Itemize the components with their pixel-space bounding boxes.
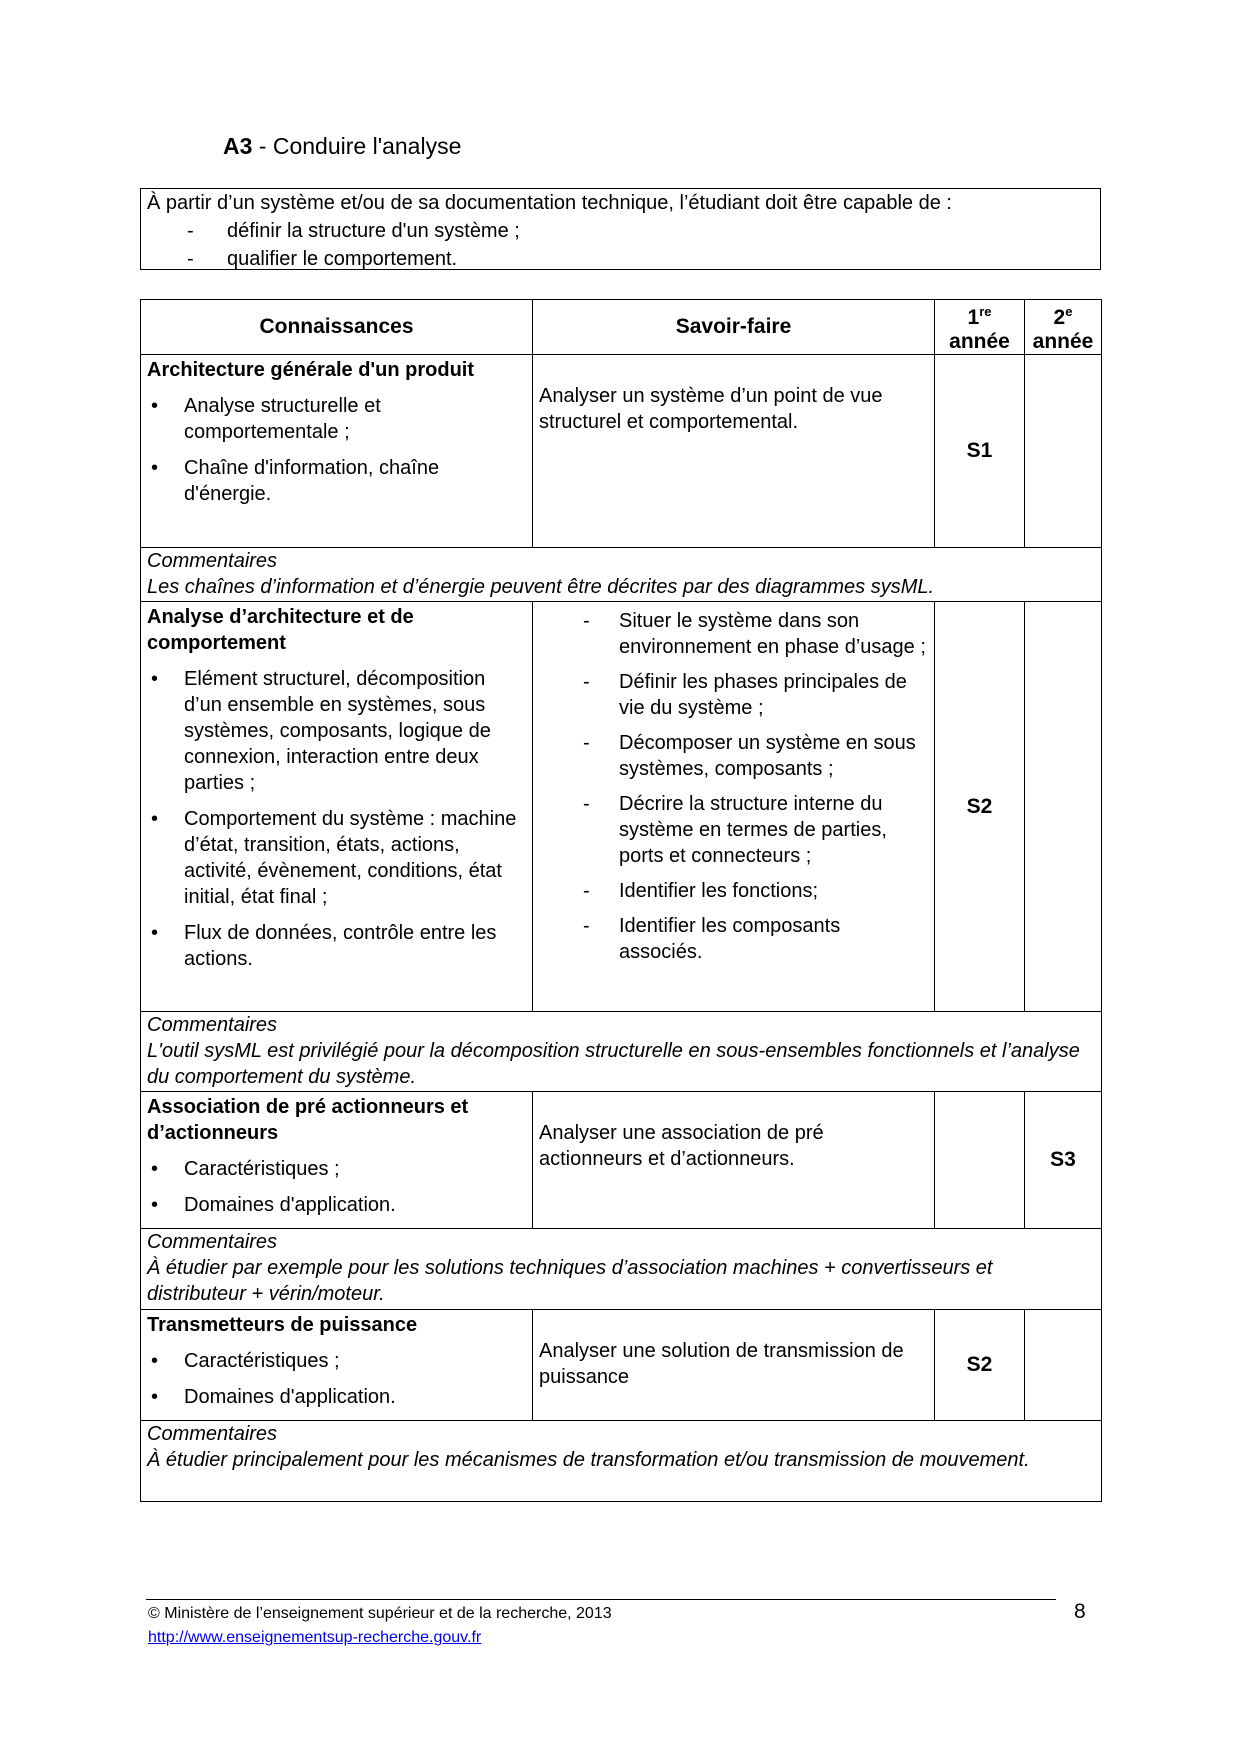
- knowledge-item: • Chaîne d'information, chaîne d'énergie.: [147, 455, 526, 507]
- year2-sup: e: [1065, 304, 1073, 319]
- year1-level: S2: [935, 1310, 1025, 1421]
- intro-lead: À partir d’un système et/ou de sa documentation technique, l’étudiant doit être capable de :: [147, 192, 952, 214]
- comment-label: Commentaires: [147, 1423, 278, 1445]
- footer-link[interactable]: http://www.enseignementsup-recherche.gouv.fr: [148, 1629, 482, 1646]
- comment-row: [141, 1229, 1102, 1310]
- comment-text: À étudier par exemple pour les solutions techniques d’association machines + convertisseurs et distributeur + vérin/moteur.: [147, 1257, 993, 1305]
- knowledge-item: • Flux de données, contrôle entre les actions.: [147, 920, 526, 972]
- footer: [148, 1602, 612, 1650]
- knowledge-item: • Caractéristiques ;: [147, 1156, 526, 1182]
- knowledge-item: • Comportement du système : machine d’état, transition, états, actions, activité, évènement, conditions, état initial, état final ;: [147, 806, 526, 910]
- comment-cell: [141, 1421, 1102, 1502]
- knowledge-cell: [141, 355, 533, 548]
- year1-level: S1: [935, 355, 1025, 548]
- year2-level: [1025, 1310, 1102, 1421]
- year2-level: [1025, 355, 1102, 548]
- knowledge-list: [147, 1348, 526, 1410]
- header-year2: [1025, 300, 1102, 355]
- year2-level: S3: [1025, 1092, 1102, 1229]
- knowledge-cell: [141, 1092, 533, 1229]
- footer-divider: [146, 1599, 1056, 1600]
- year1-level: [935, 1092, 1025, 1229]
- skill-item: - Décomposer un système en sous systèmes, composants ;: [539, 730, 928, 782]
- skill-cell: Analyser un système d’un point de vue structurel et comportemental.: [533, 355, 935, 548]
- skill-cell: [533, 602, 935, 1012]
- section-title: [223, 133, 461, 160]
- section-name: Conduire l'analyse: [272, 133, 462, 159]
- page-number: 8: [1074, 1600, 1086, 1623]
- skill-item: - Situer le système dans son environnement en phase d’usage ;: [539, 608, 928, 660]
- comment-row: [141, 1421, 1102, 1502]
- knowledge-list: [147, 666, 526, 972]
- comment-text: L'outil sysML est privilégié pour la décomposition structurelle en sous-ensembles fonctionnels et l’analyse du comportement du système.: [147, 1040, 1080, 1088]
- skill-item: - Identifier les composants associés.: [539, 913, 928, 965]
- section-code: A3: [223, 133, 253, 159]
- year1-sup: re: [979, 304, 992, 319]
- intro-list: [147, 217, 1094, 273]
- year1-num: 1: [967, 306, 980, 329]
- year1-label: année: [949, 330, 1010, 353]
- comment-cell: [141, 548, 1102, 602]
- knowledge-list: [147, 1156, 526, 1218]
- header-row: [141, 300, 1102, 355]
- skill-item: - Décrire la structure interne du système en termes de parties, ports et connecteurs ;: [539, 791, 928, 869]
- knowledge-title: Analyse d’architecture et de comportement: [147, 606, 414, 654]
- section-separator: -: [252, 133, 273, 159]
- comment-text: Les chaînes d’information et d’énergie peuvent être décrites par des diagrammes sysML.: [147, 576, 935, 598]
- intro-item: - définir la structure d'un système ;: [147, 217, 1094, 245]
- skill-list: [539, 608, 928, 965]
- skill-cell: Analyser une solution de transmission de puissance: [533, 1310, 935, 1421]
- header-year1: [935, 300, 1025, 355]
- footer-copyright: © Ministère de l’enseignement supérieur et de la recherche, 2013: [148, 1605, 612, 1622]
- table-row: [141, 355, 1102, 548]
- comment-cell: [141, 1229, 1102, 1310]
- comment-row: [141, 1012, 1102, 1092]
- comment-label: Commentaires: [147, 550, 278, 572]
- knowledge-cell: [141, 1310, 533, 1421]
- knowledge-item: • Analyse structurelle et comportementale ;: [147, 393, 526, 445]
- knowledge-title: Association de pré actionneurs et d’actionneurs: [147, 1096, 469, 1144]
- header-skills: Savoir-faire: [533, 300, 935, 355]
- knowledge-item: • Domaines d'application.: [147, 1384, 526, 1410]
- year2-label: année: [1032, 330, 1094, 353]
- knowledge-item: • Domaines d'application.: [147, 1192, 526, 1218]
- skill-item: - Identifier les fonctions;: [539, 878, 928, 904]
- skill-item: - Définir les phases principales de vie du système ;: [539, 669, 928, 721]
- comment-row: [141, 548, 1102, 602]
- header-knowledge: Connaissances: [141, 300, 533, 355]
- comment-cell: [141, 1012, 1102, 1092]
- competency-table: [140, 299, 1102, 1502]
- intro-item: - qualifier le comportement.: [147, 245, 1094, 273]
- comment-text: À étudier principalement pour les mécanismes de transformation et/ou transmission de mouvement.: [147, 1449, 1030, 1471]
- intro-box: [140, 188, 1101, 270]
- year2-num: 2: [1053, 306, 1066, 329]
- knowledge-cell: [141, 602, 533, 1012]
- knowledge-title: Transmetteurs de puissance: [147, 1314, 418, 1336]
- knowledge-item: • Caractéristiques ;: [147, 1348, 526, 1374]
- skill-cell: Analyser une association de pré actionneurs et d’actionneurs.: [533, 1092, 935, 1229]
- comment-label: Commentaires: [147, 1231, 278, 1253]
- knowledge-title: Architecture générale d'un produit: [147, 359, 475, 381]
- table-row: [141, 1092, 1102, 1229]
- year2-level: [1025, 602, 1102, 1012]
- knowledge-item: • Elément structurel, décomposition d’un ensemble en systèmes, sous systèmes, composants, logique de connexion, interaction entre deux parties ;: [147, 666, 526, 796]
- comment-label: Commentaires: [147, 1014, 278, 1036]
- knowledge-list: [147, 393, 526, 507]
- table-row: [141, 1310, 1102, 1421]
- year1-level: S2: [935, 602, 1025, 1012]
- table-row: [141, 602, 1102, 1012]
